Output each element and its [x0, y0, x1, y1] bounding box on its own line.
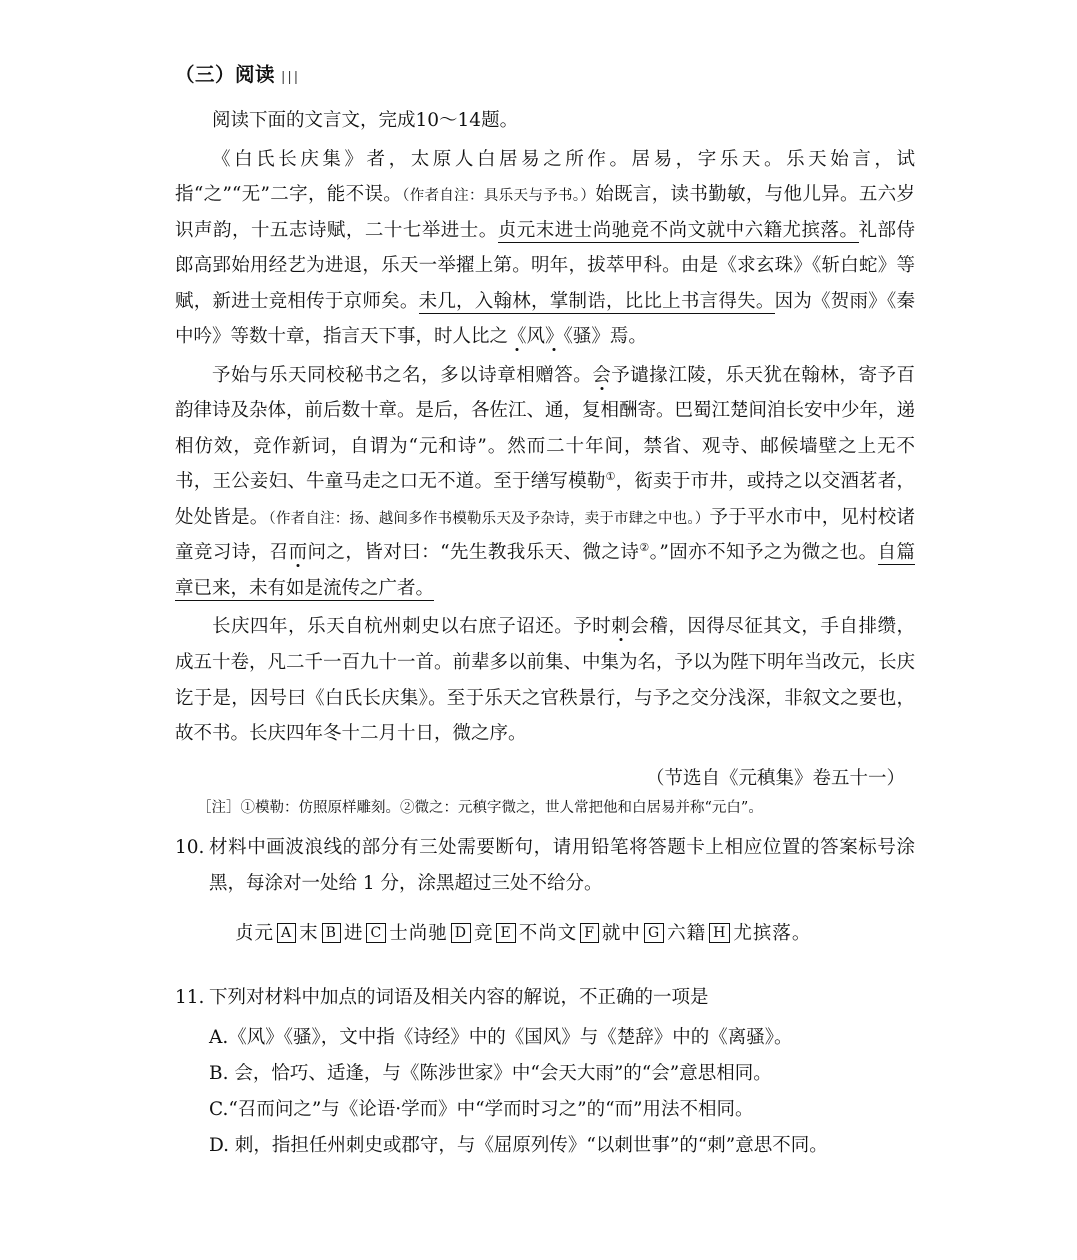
- punct-seg-text-2: 末: [299, 923, 319, 945]
- question-11-options: [175, 1020, 915, 1164]
- punct-seg-text-3: 进: [343, 923, 364, 945]
- punct-seg-text-4: 士尚驰: [389, 923, 448, 945]
- option-c[interactable]: C.“召而问之”与《论语·学而》中“学而时习之”的“而”用法不相同。: [209, 1098, 754, 1120]
- passage-source: （节选自《元稹集》卷五十一）: [645, 767, 905, 789]
- question-11-stem: 下列对材料中加点的词语及相关内容的解说，不正确的一项是: [209, 987, 709, 1009]
- punct-box-c[interactable]: C: [366, 923, 386, 943]
- section-heading: [175, 60, 915, 89]
- option-a[interactable]: A.《风》《骚》，文中指《诗经》中的《国风》与《楚辞》中的《离骚》。: [209, 1026, 793, 1048]
- question-10-number: 10.: [175, 837, 205, 859]
- page-content: [175, 60, 915, 1164]
- punct-box-g[interactable]: G: [644, 923, 664, 943]
- punct-box-h[interactable]: H: [709, 923, 730, 943]
- instruction-line: 阅读下面的文言文，完成10～14题。: [212, 110, 519, 132]
- punct-box-a[interactable]: A: [277, 923, 296, 943]
- footnote: ［注］①模勒：仿照原样雕刻。②微之：元稹字微之，世人常把他和白居易并称“元白”。: [197, 799, 763, 816]
- option-b[interactable]: B. 会，恰巧、适逢，与《陈涉世家》中“会天大雨”的“会”意思相同。: [209, 1062, 772, 1084]
- punct-seg-text-1: 贞元: [235, 923, 275, 945]
- section-heading-text: （三）阅读: [175, 63, 276, 86]
- punct-seg-text-8: 六籍: [667, 923, 707, 945]
- punct-box-f[interactable]: F: [580, 923, 599, 943]
- passage-paragraph-2: 予始与乐天同校秘书之名，多以诗章相赠答。会予谴掾江陵，乐天犹在翰林，寄予百韵律诗及杂体，前后数十章。是后，各佐江、通，复相酬寄。巴蜀江楚间洎长安中少年，递相仿效，竞作新词，自谓为“元和诗”。然而二十年间，禁省、观寺、邮候墙壁之上无不书，王公妾妇、牛童马走之口无不道。至于缮写模勒①，衒卖于市井，或持之以交酒茗者，处处皆是。（作者自注：扬、越间多作书模勒乐天及予杂诗，卖于市肆之中也。）予于平水市中，见村校诸童竞习诗，召而问之，皆对曰：“先生教我乐天、微之诗②。”固亦不知予之为微之也。自篇章已来，未有如是流传之广者。: [175, 364, 916, 599]
- punct-seg-text-6: 不尚文: [518, 923, 578, 945]
- punct-seg-text-5: 竞: [473, 923, 494, 945]
- punct-box-d[interactable]: D: [451, 923, 471, 943]
- question-11: [175, 980, 915, 1016]
- question-10: [175, 830, 915, 901]
- punct-box-e[interactable]: E: [496, 923, 515, 943]
- option-d[interactable]: D. 刺，指担任州刺史或郡守，与《屈原列传》“以刺世事”的“刺”意思不同。: [209, 1134, 828, 1156]
- passage-paragraph-1: 《白氏长庆集》者，太原人白居易之所作。居易，字乐天。乐天始言，试指“之”“无”二字，能不误。（作者自注：具乐天与予书。）始既言，读书勤敏，与他儿异。五六岁识声韵，十五志诗赋，二十七举进士。贞元末进士尚驰竞不尚文就中六籍尤摈落。礼部侍郎高郢始用经艺为进退，乐天一举擢上第。明年，拔萃甲科。由是《求玄珠》《斩白蛇》等赋，新进士竞相传于京师矣。未几，入翰林，掌制诰，比比上书言得失。因为《贺雨》《秦中吟》等数十章，指言天下事，时人比之《风》《骚》焉。: [175, 148, 915, 348]
- section-heading-marks: |||: [281, 70, 301, 85]
- punct-seg-text-7: 就中: [601, 923, 641, 945]
- punct-box-b[interactable]: B: [322, 923, 341, 943]
- question-10-stem: 材料中画波浪线的部分有三处需要断句，请用铅笔将答题卡上相应位置的答案标号涂黑，每涂对一处给 1 分，涂黑超过三处不给分。: [209, 837, 915, 894]
- punctuation-answer-line: [235, 915, 915, 954]
- punct-seg-text-9: 尤摈落。: [733, 923, 812, 945]
- passage-paragraph-3: 长庆四年，乐天自杭州刺史以右庶子诏还。予时刺会稽，因得尽征其文，手自排缵，成五十卷，凡二千一百九十一首。前辈多以前集、中集为名，予以为陛下明年当改元，长庆讫于是，因号曰《白氏长庆集》。至于乐天之官秩景行，与予之交分浅深，非叙文之要也，故不书。长庆四年冬十二月十日，微之序。: [175, 616, 916, 745]
- question-11-number: 11.: [175, 987, 205, 1009]
